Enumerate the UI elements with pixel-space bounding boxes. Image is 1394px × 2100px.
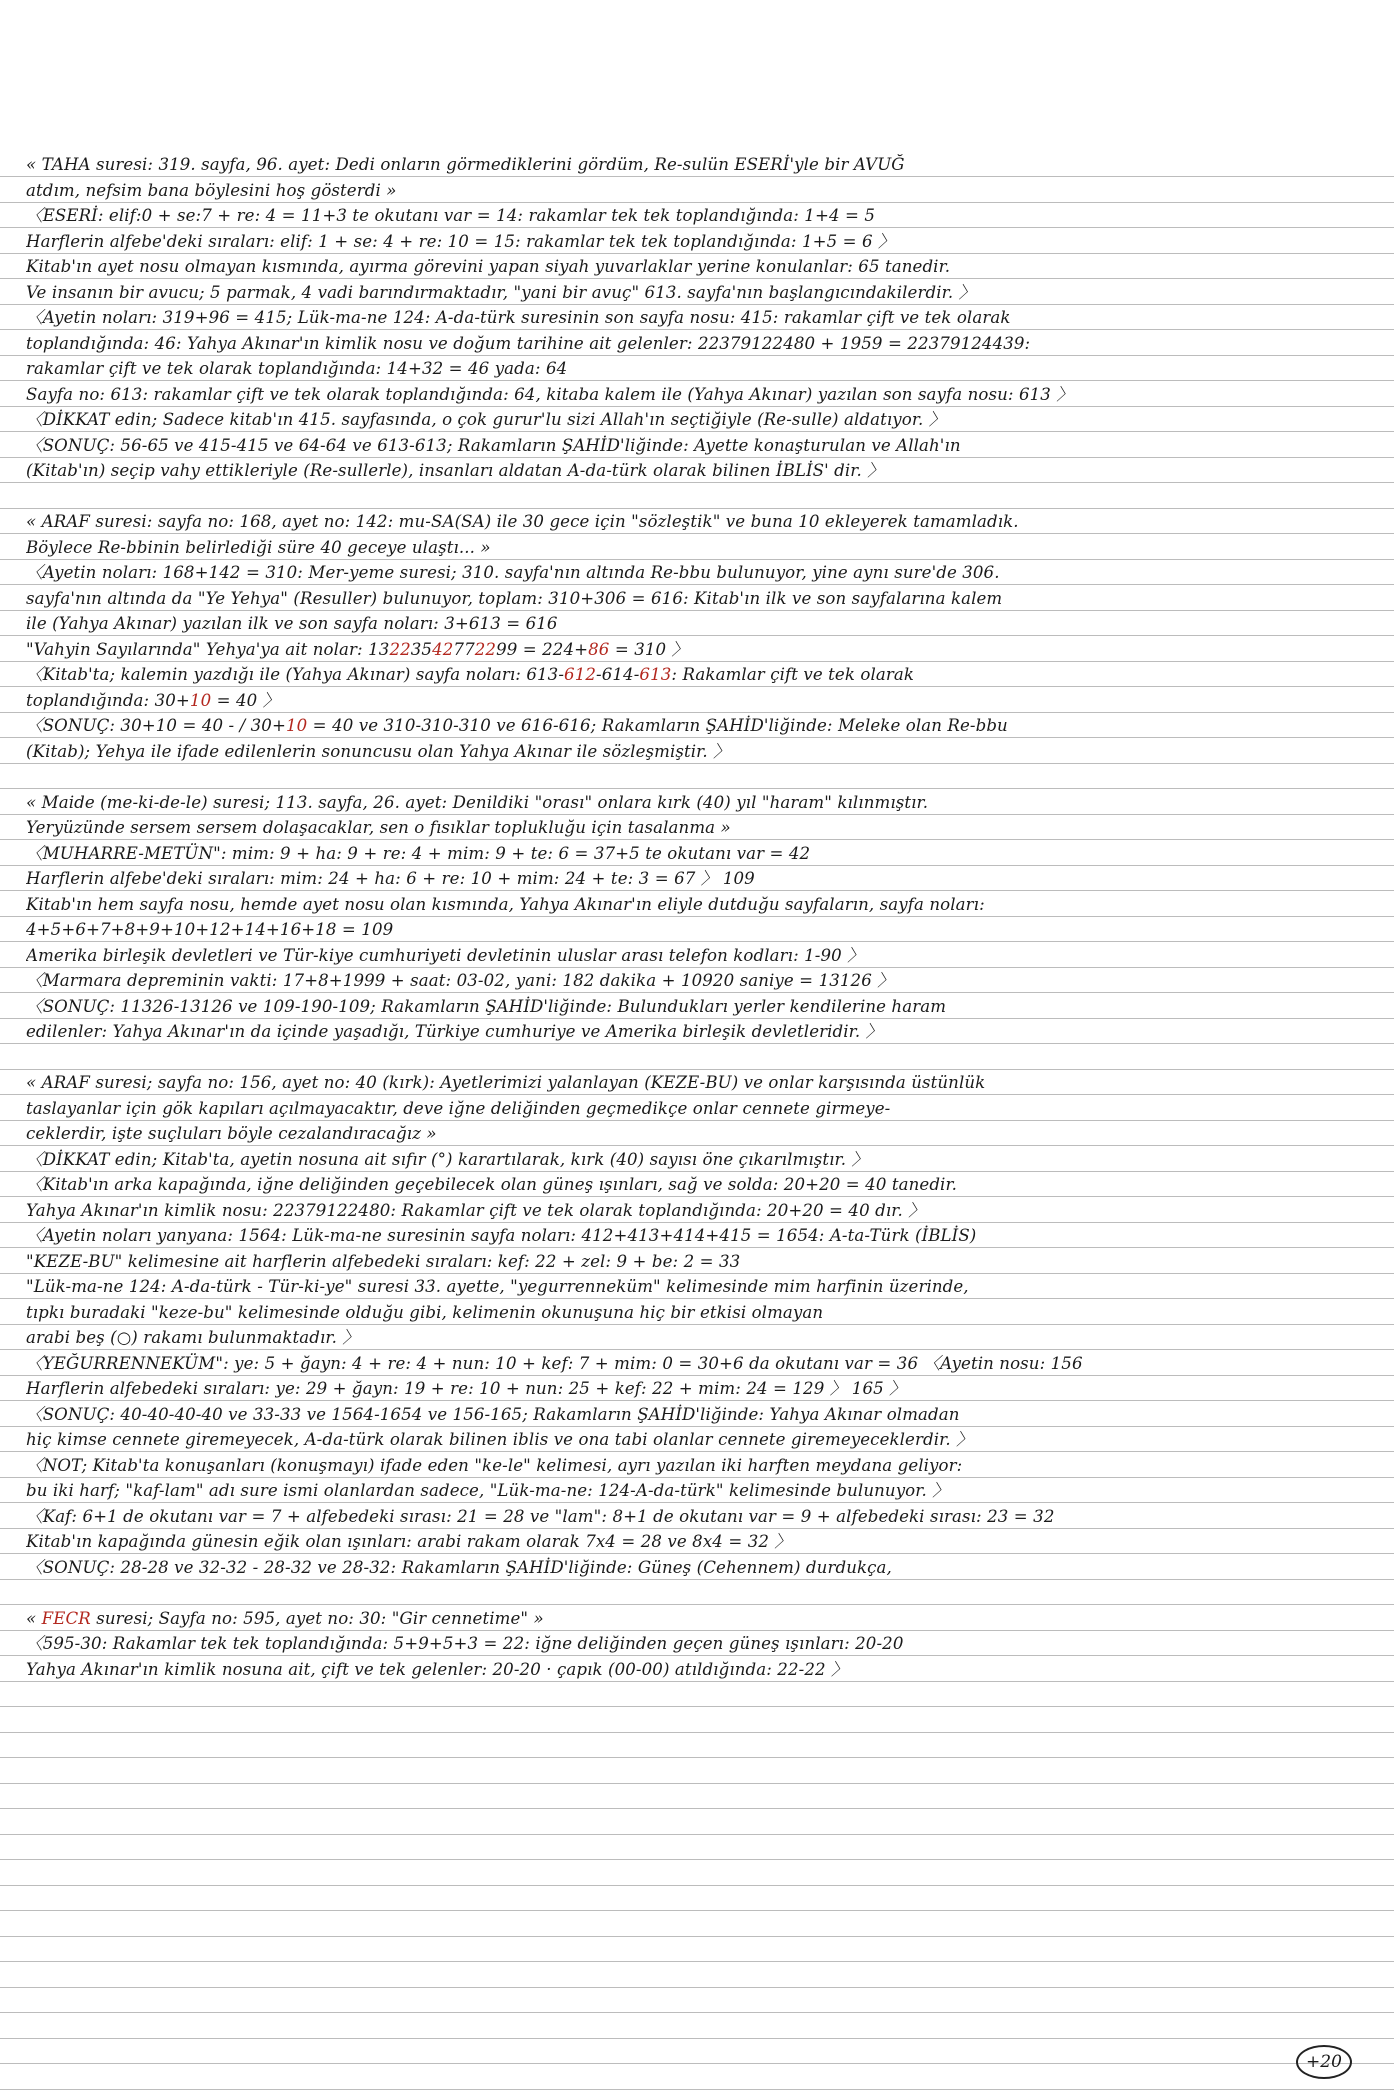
text-line: Yeryüzünde sersem sersem dolaşacaklar, sen o fısıklar toplukluğu için tasalanma » [26, 818, 731, 837]
text-line: Yahya Akınar'ın kimlik nosu: 22379122480: Rakamlar çift ve tek olarak toplandığında: 20+20 = 40 dır. 〉 [26, 1200, 925, 1220]
text-line: 〈Ayetin noları yanyana: 1564: Lük-ma-ne suresinin sayfa noları: 412+413+414+415 = 1654: A-ta-Türk (İBLİS) [26, 1226, 977, 1245]
text-line: 4+5+6+7+8+9+10+12+14+16+18 = 109 [26, 920, 394, 939]
ink-text: -614- [596, 665, 640, 684]
text-line: bu iki harf; "kaf-lam" adı sure ismi olanlardan sadece, "Lük-ma-ne: 124-A-da-türk" kelimesinde bulunuyor. 〉 [26, 1481, 949, 1500]
ink-text: 99 = 224+ [496, 639, 589, 659]
rule-line [0, 1834, 1394, 1835]
section-maide [26, 790, 1376, 1045]
rule-line [0, 1783, 1394, 1784]
section-taha [26, 152, 1376, 484]
text-line: Harflerin alfebe'deki sıraları: mim: 24 + ha: 6 + re: 10 + mim: 24 + te: 3 = 67 〉 109 [26, 869, 755, 888]
text-line: 〈Marmara depreminin vakti: 17+8+1999 + saat: 03-02, yani: 182 dakika + 10920 saniye = 13126 〉 [26, 971, 894, 990]
text-line: taslayanlar için gök kapıları açılmayacaktır, deve iğne deliğinden geçmedikçe onlar cennete girmeye- [26, 1098, 891, 1118]
text-line: 〈Kitab'ın arka kapağında, iğne deliğinden geçebilecek olan güneş ışınları, sağ ve solda: 20+20 = 40 tanedir. [26, 1175, 958, 1194]
text-line: « ARAF suresi: sayfa no: 168, ayet no: 142: mu-SA(SA) ile 30 gece için "sözleştik" ve buna 10 ekleyerek tamamladık. [26, 512, 1019, 531]
text-line: Sayfa no: 613: rakamlar çift ve tek olarak toplandığında: 64, kitaba kalem ile (Yahya Akınar) yazılan son sayfa nosu: 613 〉 [26, 384, 1074, 404]
text-line: 〈SONUÇ: 11326-13126 ve 109-190-109; Rakamların ŞAHİD'liğinde: Bulundukları yerler kendilerine haram [26, 996, 947, 1016]
text-line: tıpkı buradaki "keze-bu" kelimesinde olduğu gibi, kelimenin okunuşuna hiç bir etkisi olmayan [26, 1302, 824, 1322]
text-line: 〈595-30: Rakamlar tek tek toplandığında: 5+9+5+3 = 22: iğne deliğinden geçen güneş ışınları: 20-20 [26, 1634, 904, 1653]
text-line: Amerika birleşik devletleri ve Tür-kiye cumhuriyeti devletinin uluslar arası telefon kodları: 1-90 〉 [26, 945, 864, 965]
rule-line [0, 1885, 1394, 1886]
ink-text: « [26, 1608, 42, 1628]
text-line: Kitab'ın ayet nosu olmayan kısmında, ayırma görevini yapan siyah yuvarlaklar yerine konulanlar: 65 tanedir. [26, 257, 951, 276]
text-line: 〈SONUÇ: 56-65 ve 415-415 ve 64-64 ve 613-613; Rakamların ŞAHİD'liğinde: Ayette konaşturulan ve Allah'ın [26, 435, 961, 455]
text-line [26, 637, 1376, 663]
ink-text: = 40 〉 [211, 690, 280, 710]
text-line: sayfa'nın altında da "Ye Yehya" (Resuller) bulunuyor, toplam: 310+306 = 616: Kitab'ın ilk ve son sayfalarına kalem [26, 588, 1003, 608]
rule-line [0, 1936, 1394, 1937]
ink-text: = 310 〉 [609, 639, 689, 659]
text-line: Böylece Re-bbinin belirlediği süre 40 geceye ulaştı... » [26, 537, 491, 557]
text-line: 〈Ayetin noları: 319+96 = 415; Lük-ma-ne 124: A-da-türk suresinin son sayfa nosu: 415: rakamlar çift ve tek olarak [26, 308, 1011, 327]
text-line: 〈NOT; Kitab'ta konuşanları (konuşmayı) ifade eden "ke-le" kelimesi, ayrı yazılan iki harften meydana geliyor: [26, 1455, 963, 1475]
text-line [26, 688, 1376, 714]
rule-line [0, 1706, 1394, 1707]
rule-line [0, 1732, 1394, 1733]
ink-text: = 40 ve 310-310-310 ve 616-616; Rakamların ŞAHİD'liğinde: Meleke olan Re-bbu [307, 716, 1008, 735]
ink-text: 〈SONUÇ: 30+10 = 40 - / 30+ [26, 716, 286, 735]
ink-text: suresi; Sayfa no: 595, ayet no: 30: "Gir cennetime" » [90, 1608, 544, 1628]
rule-line [0, 1757, 1394, 1758]
text-line: « Maide (me-ki-de-le) suresi; 113. sayfa, 26. ayet: Denildiki "orası" onlara kırk (40) yıl "haram" kılınmıştır. [26, 792, 929, 812]
text-line: "Lük-ma-ne 124: A-da-türk - Tür-ki-ye" suresi 33. ayette, "yegurrenneküm" kelimesinde mim harfinin üzerinde, [26, 1277, 969, 1296]
text-line [26, 662, 1376, 688]
text-line: « TAHA suresi: 319. sayfa, 96. ayet: Dedi onların görmediklerini gördüm, Re-sulün ESERİ'yle bir AVUĞ [26, 155, 905, 174]
rule-line [0, 1859, 1394, 1860]
text-line: 〈Kaf: 6+1 de okutanı var = 7 + alfebedeki sırası: 21 = 28 ve "lam": 8+1 de okutanı var = 9 + alfebedeki sırası: 23 = 32 [26, 1506, 1055, 1526]
red-ink-text: 10 [189, 690, 212, 710]
text-line: ile (Yahya Akınar) yazılan ilk ve son sayfa noları: 3+613 = 616 [26, 614, 558, 633]
text-line: Ve insanın bir avucu; 5 parmak, 4 vadi barındırmaktadır, "yani bir avuç" 613. sayfa'nın başlangıcındakilerdir. 〉 [26, 282, 976, 302]
text-line: 〈Ayetin noları: 168+142 = 310: Mer-yeme suresi; 310. sayfa'nın altında Re-bbu bulunuyor, yine aynı sure'de 306. [26, 563, 1000, 582]
text-line: "KEZE-BU" kelimesine ait harflerin alfebedeki sıraları: kef: 22 + zel: 9 + be: 2 = 33 [26, 1251, 741, 1271]
text-line: « ARAF suresi; sayfa no: 156, ayet no: 40 (kırk): Ayetlerimizi yalanlayan (KEZE-BU) ve onlar karşısında üstünlük [26, 1073, 986, 1092]
red-ink-text: 613 [639, 665, 672, 684]
red-ink-text: 10 [285, 716, 308, 735]
rule-line [0, 2038, 1394, 2039]
rule-line [0, 2089, 1394, 2090]
text-line: rakamlar çift ve tek olarak toplandığında: 14+32 = 46 yada: 64 [26, 359, 568, 378]
text-line: 〈ESERİ: elif:0 + se:7 + re: 4 = 11+3 te okutanı var = 14: rakamlar tek tek toplandığında: 1+4 = 5 [26, 206, 876, 225]
text-line: Kitab'ın hem sayfa nosu, hemde ayet nosu olan kısmında, Yahya Akınar'ın eliyle dutduğu sayfaların, sayfa noları: [26, 894, 985, 914]
text-line: (Kitab'ın) seçip vahy ettikleriyle (Re-sullerle), insanları aldatan A-da-türk olarak bilinen İBLİS' dir. 〉 [26, 461, 884, 480]
ink-text: 77 [453, 639, 475, 659]
text-line: atdım, nefsim bana böylesini hoş gösterdi » [26, 180, 397, 200]
text-line: Kitab'ın kapağında günesin eğik olan ışınları: arabi rakam olarak 7x4 = 28 ve 8x4 = 32 〉 [26, 1532, 792, 1551]
red-ink-text: 22 [474, 639, 497, 659]
rule-line [0, 1987, 1394, 1988]
rule-line [0, 2063, 1394, 2064]
ink-text: 〈Kitab'ta; kalemin yazdığı ile (Yahya Akınar) sayfa noları: 613- [26, 665, 565, 684]
ink-text: "Vahyin Sayılarında" Yehya'ya ait nolar: 13 [26, 639, 390, 659]
rule-line [0, 2012, 1394, 2013]
handwritten-text [26, 152, 1376, 1682]
text-line: arabi beş (○) rakamı bulunmaktadır. 〉 [26, 1328, 360, 1347]
rule-line [0, 1910, 1394, 1911]
text-line: 〈YEĞURRENNEKÜM": ye: 5 + ğayn: 4 + re: 4 + nun: 10 + kef: 7 + mim: 0 = 30+6 da okutanı var = 36 〈Ayetin nosu: 156 [26, 1353, 1083, 1373]
section-fecr [26, 1606, 1376, 1683]
red-ink-text: FECR [41, 1608, 91, 1628]
rule-line [0, 1808, 1394, 1809]
text-line: 〈SONUÇ: 28-28 ve 32-32 - 28-32 ve 28-32: Rakamların ŞAHİD'liğinde: Güneş (Cehennem) durdukça, [26, 1557, 892, 1577]
rule-line [0, 1961, 1394, 1962]
text-line [26, 713, 1376, 739]
text-line [26, 1606, 1376, 1632]
page-number-badge: +20 [1296, 2045, 1352, 2079]
text-line: hiç kimse cennete giremeyecek, A-da-türk olarak bilinen iblis ve ona tabi olanlar cennete giremeyeceklerdir. 〉 [26, 1430, 973, 1449]
text-line: Yahya Akınar'ın kimlik nosuna ait, çift ve tek gelenler: 20-20 · çapık (00-00) atıldığında: 22-22 〉 [26, 1659, 848, 1679]
text-line: 〈SONUÇ: 40-40-40-40 ve 33-33 ve 1564-1654 ve 156-165; Rakamların ŞAHİD'liğinde: Yahya Akınar olmadan [26, 1404, 960, 1424]
ink-text: 35 [410, 639, 433, 659]
text-line: Harflerin alfebe'deki sıraları: elif: 1 + se: 4 + re: 10 = 15: rakamlar tek tek toplandığında: 1+5 = 6 〉 [26, 231, 895, 251]
text-line: 〈DİKKAT edin; Kitab'ta, ayetin nosuna ait sıfır (°) karartılarak, kırk (40) sayısı öne çıkarılmıştır. 〉 [26, 1149, 869, 1169]
red-ink-text: 22 [389, 639, 411, 659]
red-ink-text: 86 [588, 639, 610, 659]
section-araf-2 [26, 1070, 1376, 1580]
text-line: ceklerdir, işte suçluları böyle cezalandıracağız » [26, 1124, 437, 1143]
text-line: (Kitab); Yehya ile ifade edilenlerin sonuncusu olan Yahya Akınar ile sözleşmiştir. 〉 [26, 741, 730, 761]
red-ink-text: 42 [432, 639, 454, 659]
ink-text: : Rakamlar çift ve tek olarak [671, 665, 915, 684]
text-line: 〈DİKKAT edin; Sadece kitab'ın 415. sayfasında, o çok gurur'lu sizi Allah'ın seçtiğiyle (Re-sulle) aldatıyor. 〉 [26, 410, 946, 429]
ink-text: toplandığında: 30+ [26, 690, 190, 710]
text-line: toplandığında: 46: Yahya Akınar'ın kimlik nosu ve doğum tarihine ait gelenler: 22379122480 + 1959 = 22379124439: [26, 333, 1031, 353]
text-line: edilenler: Yahya Akınar'ın da içinde yaşadığı, Türkiye cumhuriye ve Amerika birleşik devletleridir. 〉 [26, 1022, 883, 1041]
section-araf-1 [26, 509, 1376, 764]
text-line: Harflerin alfebedeki sıraları: ye: 29 + ğayn: 19 + re: 10 + nun: 25 + kef: 22 + mim: 24 = 129 〉 165 〉 [26, 1379, 906, 1398]
red-ink-text: 612 [564, 665, 597, 684]
text-line: 〈MUHARRE-METÜN": mim: 9 + ha: 9 + re: 4 + mim: 9 + te: 6 = 37+5 te okutanı var = 42 [26, 843, 811, 863]
